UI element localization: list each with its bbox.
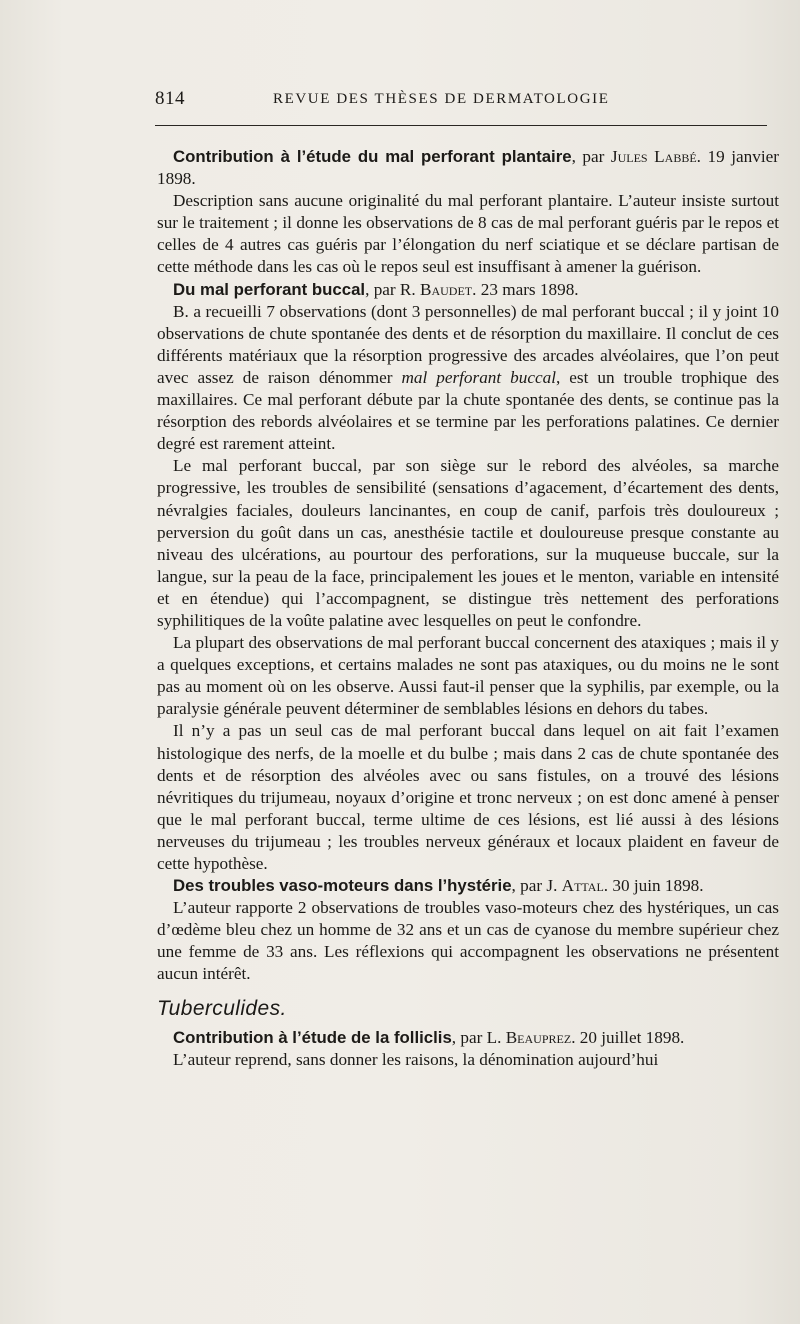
paragraph: La plupart des observations de mal perforant buccal concernent des ataxiques ; mais il y a quelques exceptions, et certains malades ne sont pas ataxiques, ou du moins ne le sont pas au moment où on les observe. Aussi faut-il penser que la syphilis, par exemple, ou la paralysie générale peuvent déterminer de semblables lésions en dehors du tabes.	[157, 633, 779, 719]
page-body	[157, 146, 779, 1071]
paragraph: B. a recueilli 7 observations (dont 3 personnelles) de mal perforant buccal ; il y joint 10 observations de chute spontanée des dents et de résorption du maxillaire. Il conclut de ces différents matériaux que la résorption progressive des arcades alvéolaires, que l’on peut avec assez de raison dénommer mal perforant buccal, est un trouble trophique des maxillaires. Ce mal perforant débute par la chute spontanée des dents, se continue pas la résorption des rebords alvéolaires et se termine par les perforations palatines. Ce dernier degré est rarement atteint.	[157, 301, 780, 454]
entry-heading: Contribution à l’étude de la folliclis, par L. Beauprez. 20 juillet 1898.	[173, 1027, 685, 1047]
entry-author: Jules Labbé	[610, 147, 697, 166]
paragraph: L’auteur reprend, sans donner les raisons, la dénomination aujourd’hui	[173, 1049, 659, 1069]
paragraph: Le mal perforant buccal, par son siège sur le rebord des alvéoles, sa marche progressive, les troubles de sensibilité (sensations d’agacement, d’écartement des dents, névralgies faciales, douleurs lancinantes, en coup de canif, parfois très douloureux ; perversion du goût dans un cas, anesthésie tactile et douloureuse presque constante au niveau des ulcérations, au pourtour des perforations, sur la muqueuse buccale, sur la langue, sur la peau de la face, principalement les joues et le menton, variable en intensité et en étendue) qui l’accompagnent, se distingue très nettement des perforations syphilitiques de la voûte palatine avec lesquelles on peut le confondre.	[157, 456, 779, 630]
entry-heading: Des troubles vaso-moteurs dans l’hystérie, par J. Attal. 30 juin 1898.	[173, 876, 704, 896]
page-number: 814	[155, 88, 185, 109]
entry-date: . 20 juillet 1898.	[571, 1027, 685, 1047]
entry-author: Beauprez	[505, 1027, 572, 1047]
section-heading: Tuberculides.	[157, 996, 287, 1020]
entry-date: . 30 juin 1898.	[603, 876, 704, 896]
paragraph: Il n’y a pas un seul cas de mal perforant buccal dans lequel on ait fait l’examen histologique des nerfs, de la moelle et du bulbe ; mais dans 2 cas de chute spontanée des dents et de résorption des alvéoles avec ou sans fistules, on a trouvé des lésions névritiques du trijumeau, noyaux d’origine et tronc nerveux ; on est donc amené à penser que le mal perforant buccal, terme ultime de ces lésions, est lié aussi à des lésions nerveuses du trijumeau ; les troubles nerveux généraux et locaux plaident en faveur de cette hypothèse.	[157, 721, 779, 873]
emphasis: mal perforant buccal	[401, 367, 556, 387]
entry-heading: Du mal perforant buccal, par R. Baudet. 23 mars 1898.	[173, 279, 579, 299]
entry-heading: Contribution à l’étude du mal perforant plantaire, par Jules Labbé. 19 janvier 1898.	[157, 147, 779, 189]
entry-author: Baudet	[420, 279, 473, 299]
page-header	[155, 88, 775, 114]
paragraph: Description sans aucune originalité du mal perforant plantaire. L’auteur insiste surtout sur le traitement ; il donne les observations de 8 cas de mal perforant guéris par le repos et celles de 4 autres cas guéris par l’élongation du nerf sciatique et se déclare partisan de cette méthode dans les cas où le repos seul est insuffisant à amener la guérison.	[157, 191, 779, 277]
entry-author: Attal	[561, 876, 604, 896]
running-title: REVUE DES THÈSES DE DERMATOLOGIE	[273, 91, 610, 107]
entry-title: Contribution à l’étude du mal perforant plantaire	[173, 147, 572, 166]
entry-title: Du mal perforant buccal	[173, 279, 366, 299]
entry-title: Contribution à l’étude de la folliclis	[173, 1027, 452, 1047]
paragraph: L’auteur rapporte 2 observations de troubles vaso-moteurs chez des hystériques, un cas d’œdème bleu chez un homme de 32 ans et un cas de cyanose du membre supérieur chez une femme de 33 ans. Les réflexions qui accompagnent les observations ne présentent aucun intérêt.	[157, 898, 779, 984]
entry-date: . 23 mars 1898.	[472, 279, 579, 299]
entry-title: Des troubles vaso-moteurs dans l’hystérie	[173, 876, 512, 896]
header-rule	[155, 125, 767, 126]
entry-date: . 19 janvier 1898.	[157, 147, 779, 189]
